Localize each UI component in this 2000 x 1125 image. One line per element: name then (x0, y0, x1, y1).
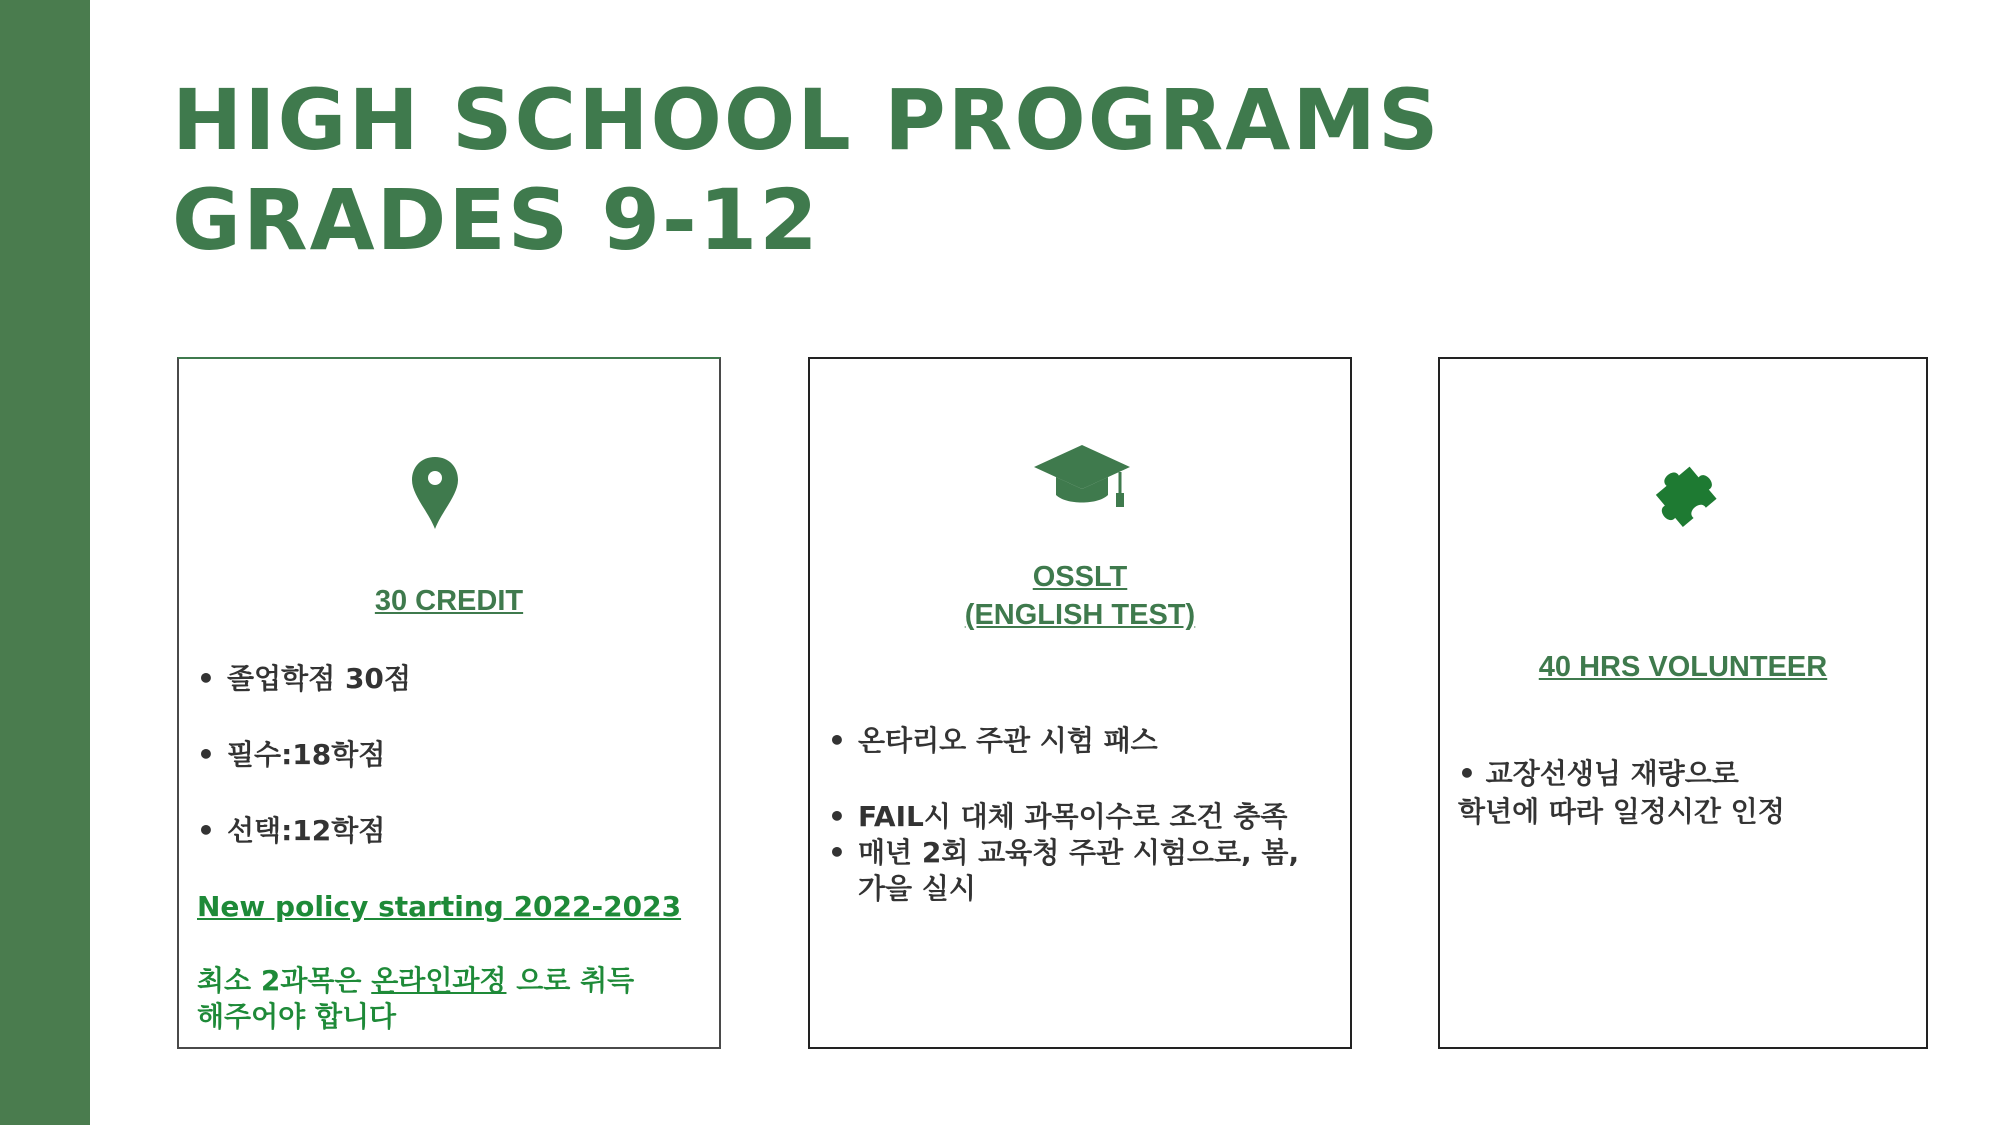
credit-bullet-list (197, 661, 411, 849)
card-heading-volunteer: 40 HRS VOLUNTEER (1538, 651, 1828, 683)
title-line-2: GRADES 9-12 (172, 171, 820, 269)
card-volunteer (1438, 357, 1928, 1049)
map-pin-icon (410, 455, 460, 531)
online-course-link[interactable]: 온라인과정 (371, 964, 507, 997)
card-osslt (808, 357, 1352, 1049)
volunteer-description (1458, 755, 1908, 831)
list-item: • FAIL시 대체 과목이수로 조건 충족 (828, 799, 1318, 835)
osslt-bullet-list (828, 723, 1318, 907)
policy-link-text[interactable]: New policy starting 2022-2023 (197, 890, 682, 923)
volunteer-line-2: 학년에 따라 일정시간 인정 (1458, 795, 1785, 828)
title-line-1: HIGH SCHOOL PROGRAMS (172, 71, 1441, 169)
card-heading-30-credit: 30 CREDIT (374, 585, 524, 617)
card-heading-osslt (810, 558, 1350, 634)
page-title (172, 70, 1440, 270)
heading-line-english-test: (ENGLISH TEST) (964, 599, 1196, 631)
card-30-credit (177, 357, 721, 1049)
list-item: • 온타리오 주관 시험 패스 (828, 723, 1318, 759)
graduation-cap-icon (1032, 443, 1132, 513)
left-accent-bar (0, 0, 90, 1125)
online-course-note (197, 963, 707, 1035)
list-item: • 필수:18학점 (197, 737, 411, 773)
list-item: • 졸업학점 30점 (197, 661, 411, 697)
new-policy-link[interactable] (197, 889, 681, 925)
list-item: • 선택:12학점 (197, 813, 411, 849)
note-prefix: 최소 2과목은 (197, 964, 372, 997)
puzzle-piece-icon (1643, 453, 1723, 533)
volunteer-line-1: • 교장선생님 재량으로 (1458, 757, 1739, 790)
note-suffix: 으로 취득 (506, 964, 635, 997)
note-line-2: 해주어야 합니다 (197, 1000, 397, 1033)
heading-line-osslt: OSSLT (1032, 561, 1128, 593)
list-item: • 매년 2회 교육청 주관 시험으로, 봄, 가을 실시 (828, 835, 1318, 907)
